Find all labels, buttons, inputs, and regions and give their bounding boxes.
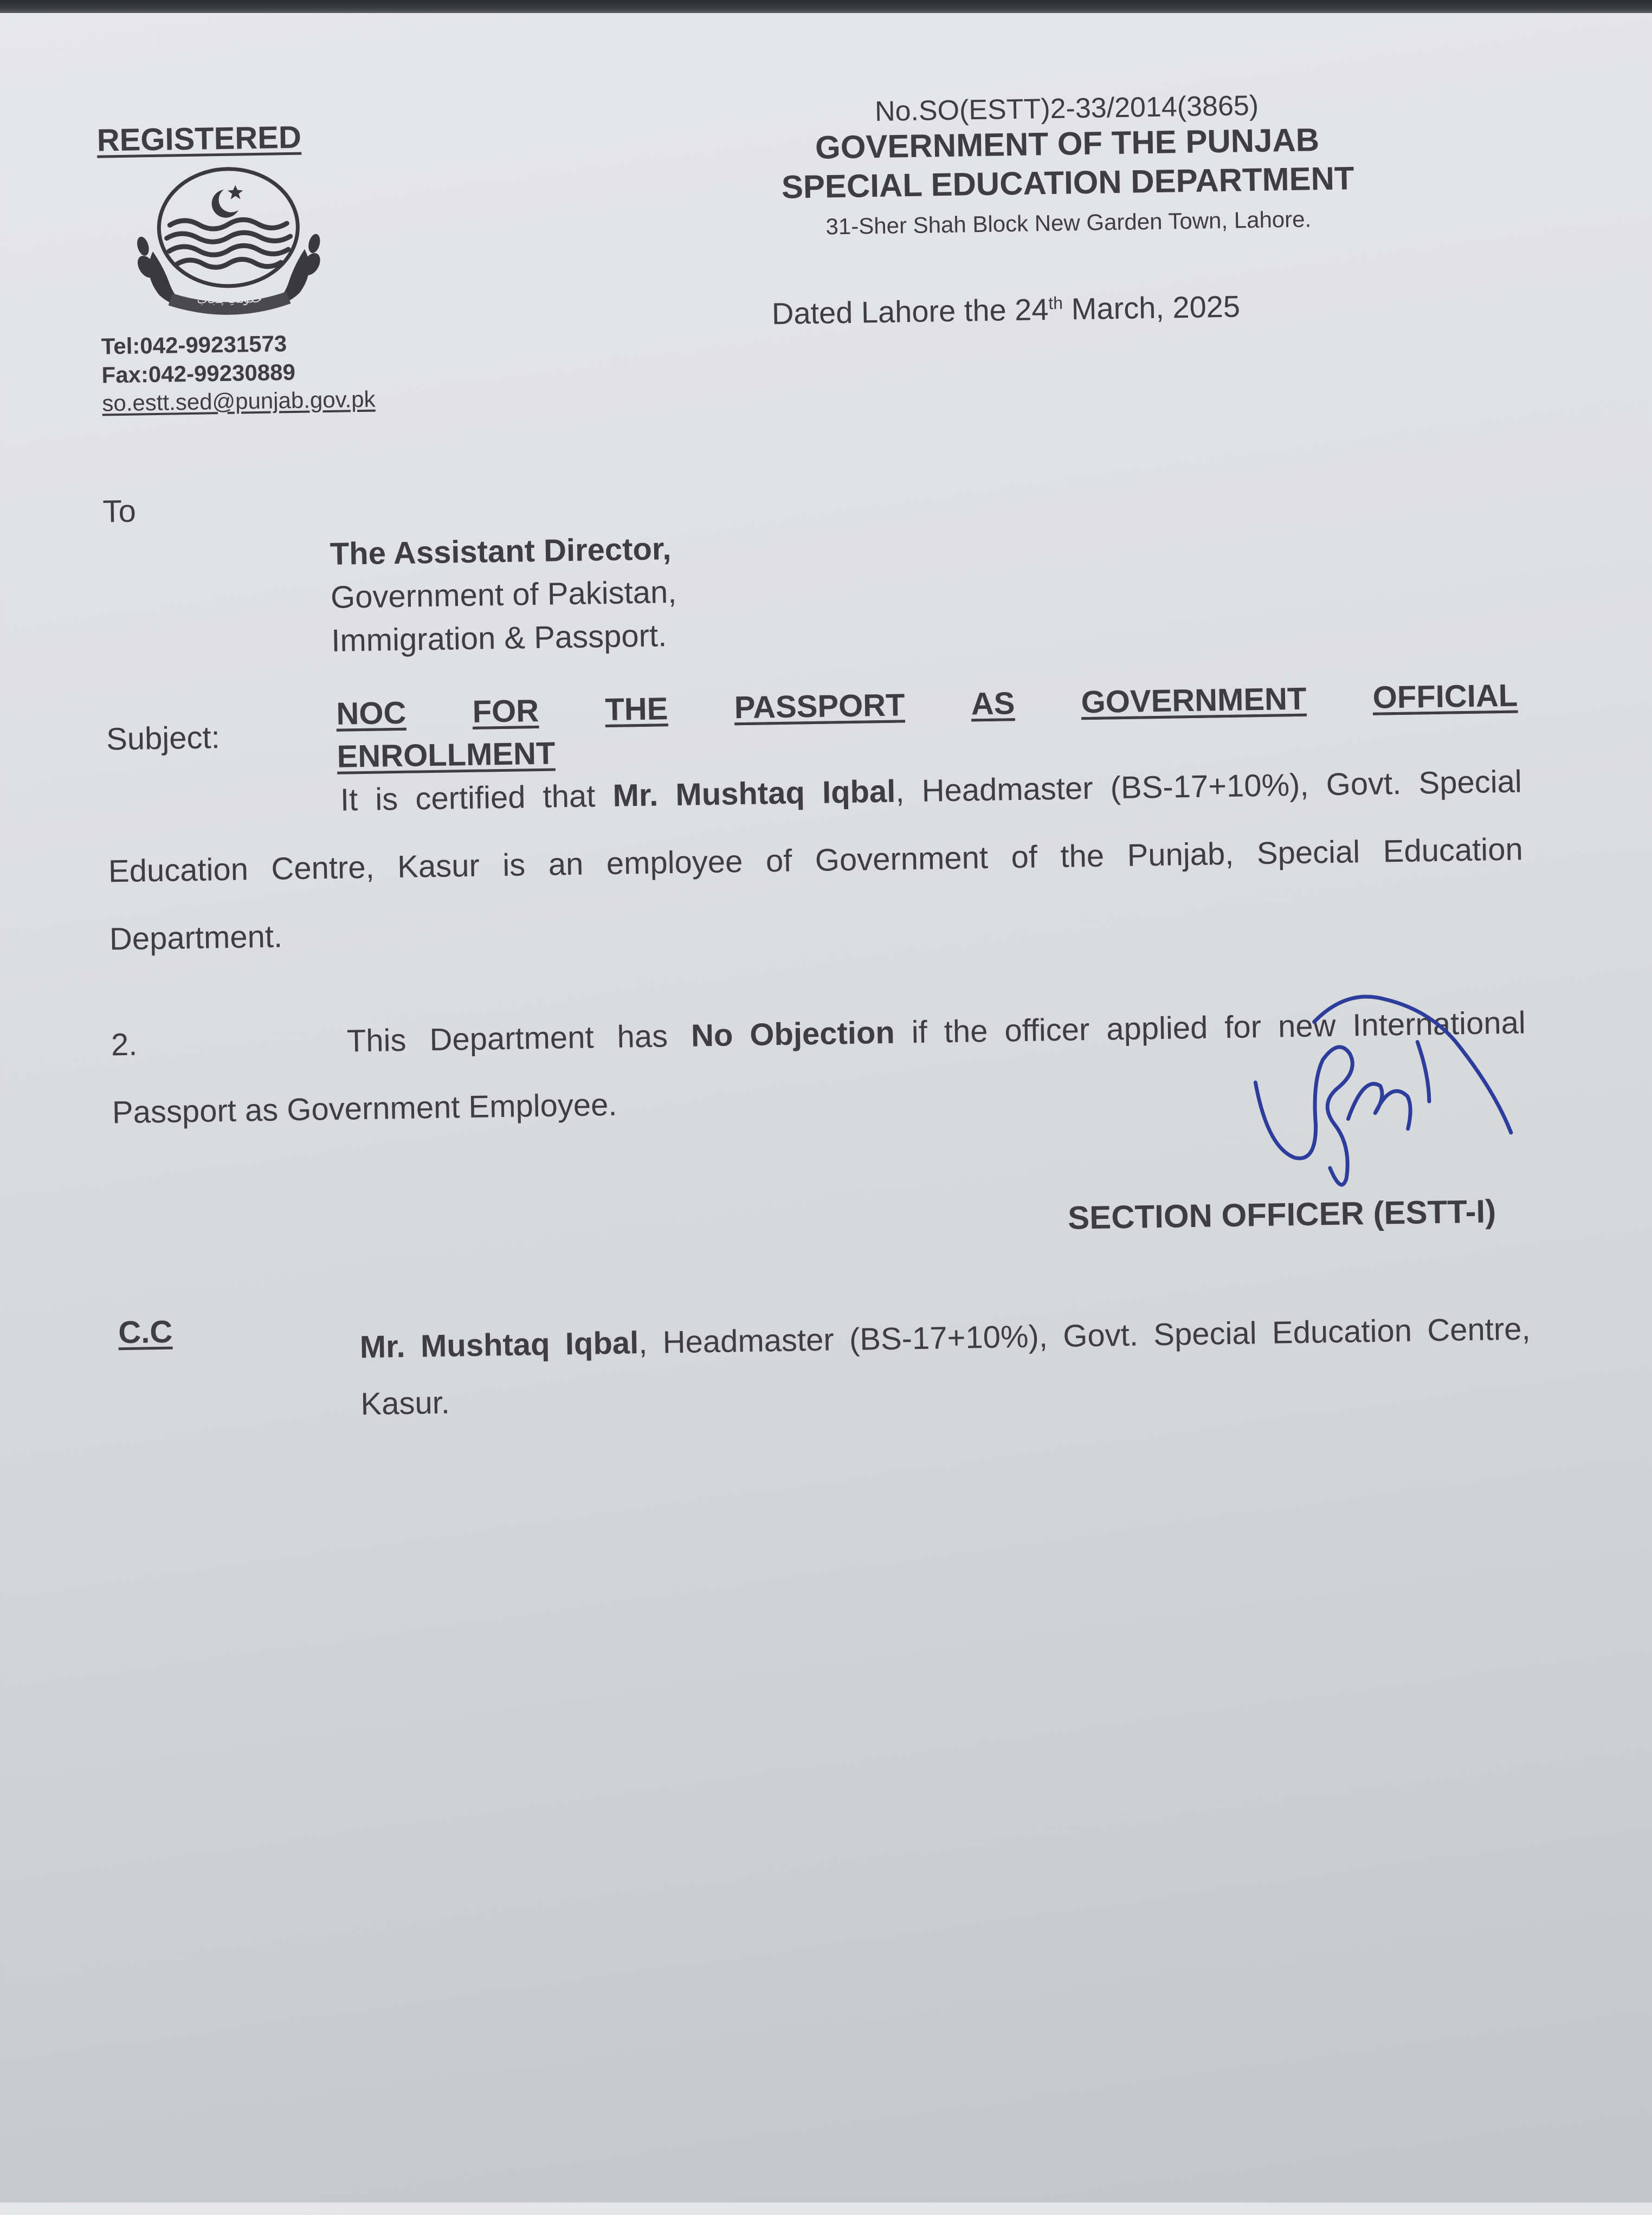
subject-word: NOC [335,695,406,732]
certification-paragraph: It is certified that Mr. Mushtaq Iqbal, Headmaster (BS-17+10%), Govt. Special Education Centre, Kasur is an employee of Government of the Punjab, Special Education Department. [108,764,1524,957]
cc-recipient: Mr. Mushtaq Iqbal, Headmaster (BS-17+10%), Govt. Special Education Centre, Kasur. [359,1311,1531,1422]
punjab-emblem-icon [119,162,339,322]
subject-word: AS [971,686,1015,722]
cc-label: C.C [118,1314,173,1351]
fax-number: Fax:042-99230889 [101,359,296,388]
email-address: so.estt.sed@punjab.gov.pk [102,386,376,416]
subject-word: GOVERNMENT [1081,681,1307,720]
subject-word: PASSPORT [734,687,906,726]
reference-number: No.SO(ESTT)2-33/2014(3865) [874,89,1259,128]
addressee-title: The Assistant Director, [330,531,672,572]
addressee-dept: Immigration & Passport. [331,618,667,658]
government-heading: GOVERNMENT OF THE PUNJAB [815,121,1320,166]
subject-word: FOR [472,693,539,729]
emblem-scroll-text: حکومتِ پنجاب [197,292,262,306]
telephone-number: Tel:042-99231573 [101,331,287,359]
signatory-title: SECTION OFFICER (ESTT-I) [1067,1193,1496,1236]
no-objection-paragraph: 2. This Department has No Objection if the officer applied for new International Passport as Government Employee. [111,1005,1526,1131]
cc-recipient-name: Mr. Mushtaq Iqbal [359,1325,639,1365]
subject-word: OFFICIAL [1372,677,1518,715]
employee-name: Mr. Mushtaq Iqbal [612,773,896,813]
department-address: 31-Sher Shah Block New Garden Town, Lahore. [825,206,1312,240]
no-objection-phrase: No Objection [691,1015,895,1054]
registered-label: REGISTERED [96,119,302,158]
subject-label: Subject: [106,720,221,757]
handwritten-signature [1237,975,1545,1207]
letter-date: Dated Lahore the 24th March, 2025 [771,289,1241,331]
department-heading: SPECIAL EDUCATION DEPARTMENT [781,160,1355,205]
subject-word: THE [604,691,668,727]
addressee-org: Government of Pakistan, [330,574,677,615]
subject-line-2: ENROLLMENT [337,735,556,774]
to-label: To [102,493,137,529]
paragraph-number: 2. [111,1026,138,1063]
